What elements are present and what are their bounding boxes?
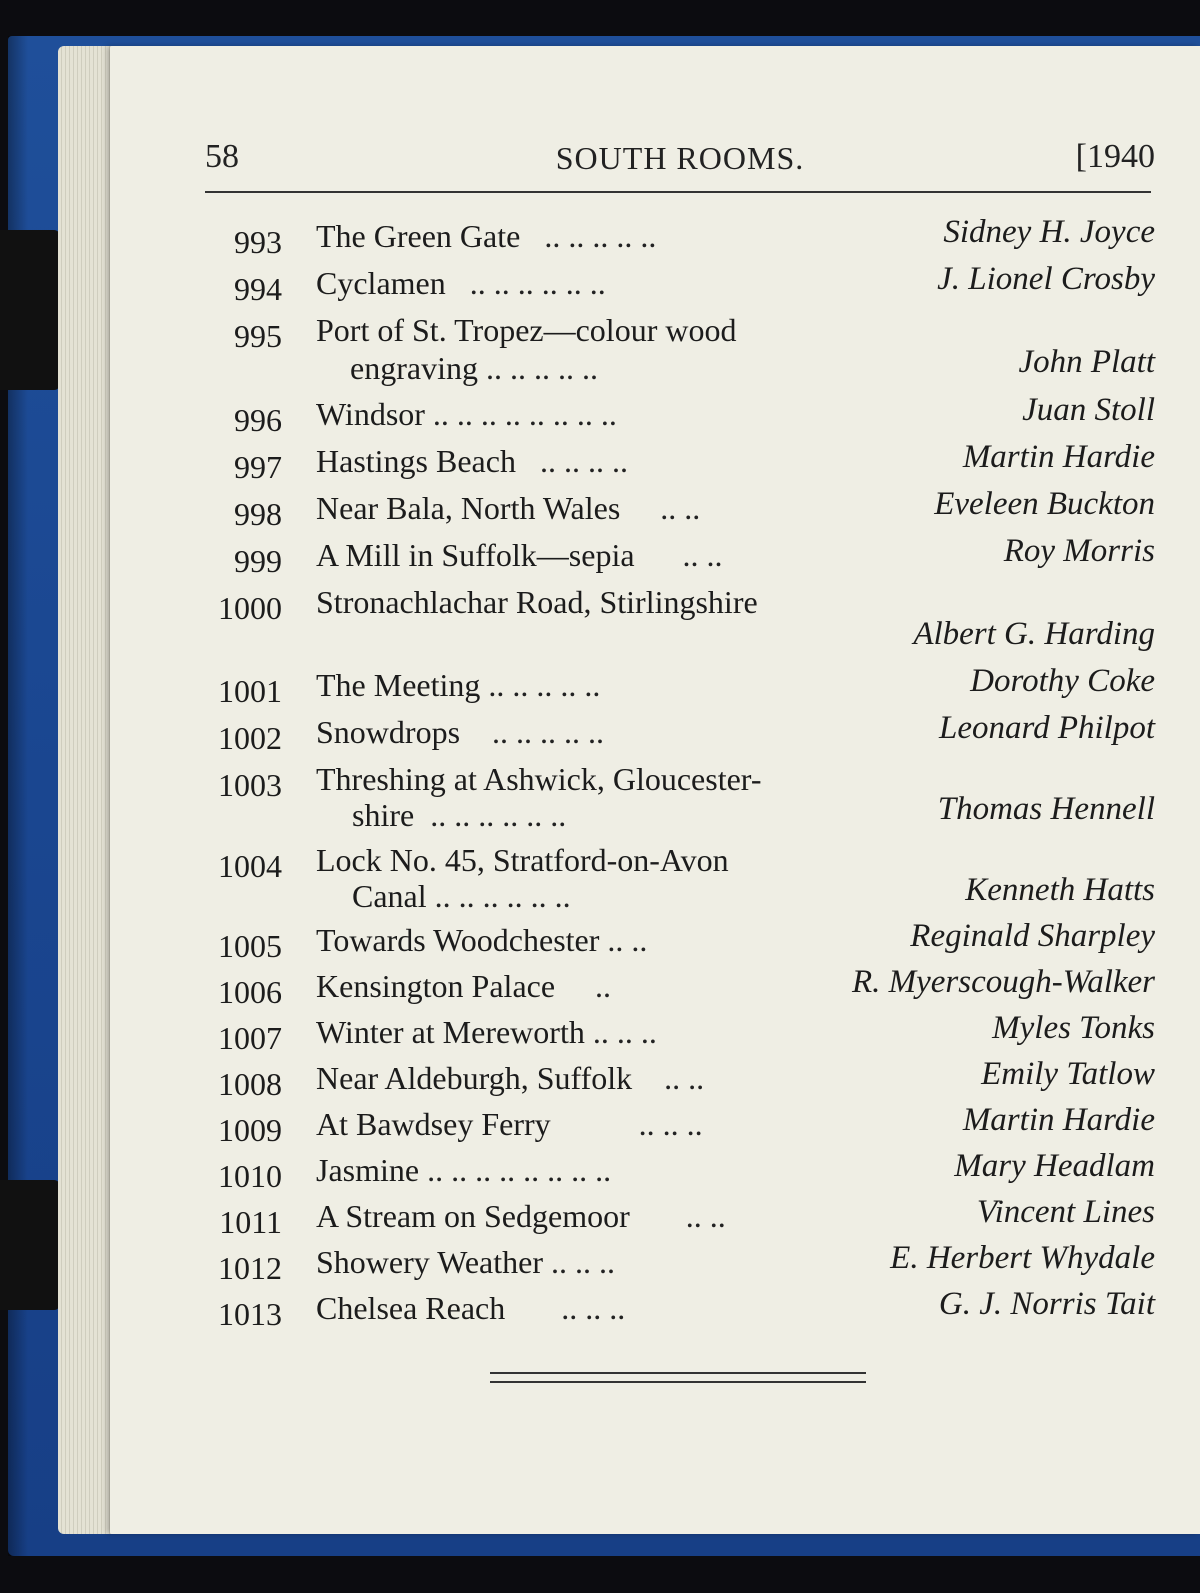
entry-title-continued: Canal .. .. .. .. .. .. — [352, 878, 571, 914]
entry-title: A Mill in Suffolk—sepia .. .. — [316, 537, 723, 573]
entry-title: Lock No. 45, Stratford-on-Avon — [316, 842, 729, 878]
entry-number: 994 — [234, 271, 282, 307]
entry-artist: R. Myerscough-Walker — [851, 964, 1155, 1000]
entry-number: 996 — [234, 402, 282, 438]
entry-title-continued: shire .. .. .. .. .. .. — [352, 797, 567, 833]
entry-title: A Stream on Sedgemoor .. .. — [316, 1198, 726, 1234]
entry-title-continued: engraving .. .. .. .. .. — [350, 350, 598, 386]
entry-number: 1007 — [218, 1020, 282, 1056]
entry-title: Kensington Palace .. — [316, 968, 612, 1004]
entry-number: 999 — [234, 543, 282, 579]
entry-number: 997 — [234, 449, 282, 485]
entry-artist: Albert G. Harding — [913, 616, 1155, 652]
entry-number: 1002 — [218, 720, 282, 756]
entry-artist: Sidney H. Joyce — [943, 214, 1155, 250]
entry-title: Threshing at Ashwick, Gloucester- — [316, 761, 762, 797]
entry-number: 1013 — [218, 1296, 282, 1332]
entry-number: 998 — [234, 496, 282, 532]
entry-artist: Myles Tonks — [992, 1010, 1155, 1046]
section-title: SOUTH ROOMS. — [555, 140, 805, 176]
year-label: [1940 — [1075, 138, 1155, 175]
entry-title: Jasmine .. .. .. .. .. .. .. .. — [316, 1152, 612, 1188]
entry-title: Chelsea Reach .. .. .. — [316, 1290, 626, 1326]
entry-number: 1005 — [218, 928, 282, 964]
entry-title: Near Aldeburgh, Suffolk .. .. — [316, 1060, 705, 1096]
entry-title: Showery Weather .. .. .. — [316, 1244, 615, 1280]
entry-title: Winter at Mereworth .. .. .. — [316, 1014, 657, 1050]
entry-artist: Kenneth Hatts — [965, 872, 1155, 908]
entry-title: Hastings Beach .. .. .. .. — [316, 443, 628, 479]
entry-number: 1009 — [218, 1112, 282, 1148]
entry-title: Port of St. Tropez—colour wood — [316, 312, 737, 348]
entry-number: 1011 — [219, 1204, 282, 1240]
entry-number: 1001 — [218, 673, 282, 709]
entry-artist: Juan Stoll — [1022, 392, 1155, 428]
entry-artist: Thomas Hennell — [937, 791, 1155, 827]
entry-artist: Leonard Philpot — [938, 710, 1155, 746]
entry-title: Windsor .. .. .. .. .. .. .. .. — [316, 396, 617, 432]
entry-number: 1010 — [218, 1158, 282, 1194]
entry-title: The Green Gate .. .. .. .. .. — [316, 218, 657, 254]
entry-artist: Martin Hardie — [962, 1102, 1155, 1138]
entry-artist: Mary Headlam — [954, 1148, 1155, 1184]
closing-double-rule — [490, 1372, 866, 1383]
entry-artist: Eveleen Buckton — [934, 486, 1155, 522]
entry-artist: E. Herbert Whydale — [890, 1240, 1155, 1276]
entry-title: Snowdrops .. .. .. .. .. — [316, 714, 605, 750]
entry-artist: Vincent Lines — [976, 1194, 1155, 1230]
entry-title: Cyclamen .. .. .. .. .. .. — [316, 265, 606, 301]
entry-number: 1004 — [218, 848, 282, 884]
entry-title: Near Bala, North Wales .. .. — [316, 490, 701, 526]
entry-artist: J. Lionel Crosby — [937, 261, 1155, 297]
entry-number: 995 — [234, 318, 282, 354]
entry-title: The Meeting .. .. .. .. .. — [316, 667, 601, 703]
entry-artist: G. J. Norris Tait — [938, 1286, 1155, 1322]
entry-number: 1006 — [218, 974, 282, 1010]
entry-artist: Roy Morris — [1003, 533, 1155, 569]
entry-number: 1000 — [218, 590, 282, 626]
page-number: 58 — [205, 138, 239, 175]
entry-number: 1012 — [218, 1250, 282, 1286]
entry-artist: Emily Tatlow — [981, 1056, 1155, 1092]
entry-artist: Reginald Sharpley — [910, 918, 1155, 954]
entry-number: 1003 — [218, 767, 282, 803]
entry-artist: Dorothy Coke — [970, 663, 1155, 699]
entry-title: Stronachlachar Road, Stirlingshire — [316, 584, 758, 620]
entry-number: 993 — [234, 224, 282, 260]
entry-artist: John Platt — [1018, 344, 1155, 380]
entry-title: Towards Woodchester .. .. — [316, 922, 648, 958]
entry-title: At Bawdsey Ferry .. .. .. — [316, 1106, 703, 1142]
entry-number: 1008 — [218, 1066, 282, 1102]
entry-artist: Martin Hardie — [962, 439, 1155, 475]
